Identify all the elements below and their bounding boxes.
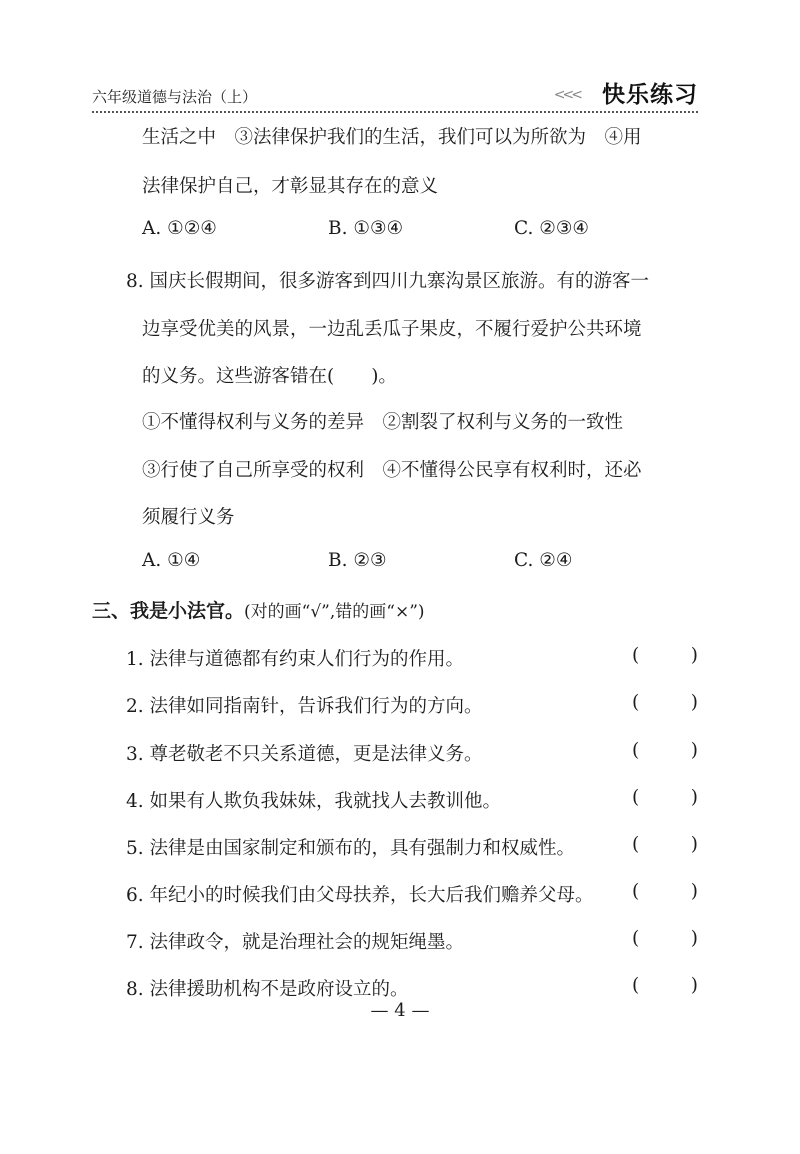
paren-close: ) (690, 928, 698, 949)
page-header (92, 74, 698, 110)
q7-option-c: C. ②③④ (514, 218, 590, 239)
judgment-item-6: 6. 年纪小的时候我们由父母扶养，长大后我们赡养父母。 (126, 885, 594, 906)
q7-option-a: A. ①②④ (142, 218, 217, 239)
paren-open: ( (632, 740, 640, 761)
q8-choice-line-2: ③行使了自己所享受的权利 ④不懂得公民享有权利时，还必 (142, 460, 642, 481)
judgment-item-7: 7. 法律政令，就是治理社会的规矩绳墨。 (126, 932, 465, 953)
paren-close: ) (690, 740, 698, 761)
paren-open: ( (632, 834, 640, 855)
judgment-item-4: 4. 如果有人欺负我妹妹，我就找人去教训他。 (126, 791, 502, 812)
section-3-heading (92, 596, 425, 623)
paren-open: ( (632, 787, 640, 808)
q8-option-b: B. ②③ (328, 550, 387, 571)
paren-close: ) (690, 881, 698, 902)
q7-text-line-2: 法律保护自己，才彰显其存在的意义 (142, 176, 439, 197)
q8-stem-line-2: 边享受优美的风景，一边乱丢瓜子果皮，不履行爱护公共环境 (142, 319, 642, 340)
paren-close: ) (690, 645, 698, 666)
chevron-left-icon: <<< (553, 87, 580, 103)
book-title: 六年级道德与法治（上） (92, 88, 258, 106)
paren-close: ) (690, 834, 698, 855)
q7-text-line-1: 生活之中 ③法律保护我们的生活，我们可以为所欲为 ④用 (142, 127, 642, 148)
judgment-item-1: 1. 法律与道德都有约束人们行为的作用。 (126, 649, 465, 670)
header-divider (92, 111, 698, 113)
section-3-instruction: (对的画“√”,错的画“×”) (244, 602, 425, 622)
paren-close: ) (690, 975, 698, 996)
section-3-title: 三、我是小法官。 (92, 600, 245, 622)
judgment-item-2: 2. 法律如同指南针，告诉我们行为的方向。 (126, 696, 483, 717)
paren-open: ( (632, 928, 640, 949)
paren-open: ( (632, 881, 640, 902)
paren-open: ( (632, 975, 640, 996)
q8-choice-line-3: 须履行义务 (142, 507, 235, 528)
page-number: — 4 — (370, 1000, 430, 1021)
judgment-item-5: 5. 法律是由国家制定和颁布的，具有强制力和权威性。 (126, 838, 576, 859)
paren-close: ) (690, 692, 698, 713)
paren-open: ( (632, 692, 640, 713)
section-banner: 快乐练习 (602, 82, 698, 108)
q7-option-b: B. ①③④ (328, 218, 404, 239)
paren-open: ( (632, 645, 640, 666)
judgment-item-8: 8. 法律援助机构不是政府设立的。 (126, 979, 409, 1000)
judgment-item-3: 3. 尊老敬老不只关系道德，更是法律义务。 (126, 744, 483, 765)
q8-stem-line-1: 8. 国庆长假期间，很多游客到四川九寨沟景区旅游。有的游客一 (126, 271, 650, 292)
paren-close: ) (690, 787, 698, 808)
q8-option-a: A. ①④ (142, 550, 201, 571)
q8-choice-line-1: ①不懂得权利与义务的差异 ②割裂了权利与义务的一致性 (142, 412, 624, 433)
q8-stem-line-3: 的义务。这些游客错在( )。 (142, 366, 397, 387)
q8-option-c: C. ②④ (514, 550, 573, 571)
